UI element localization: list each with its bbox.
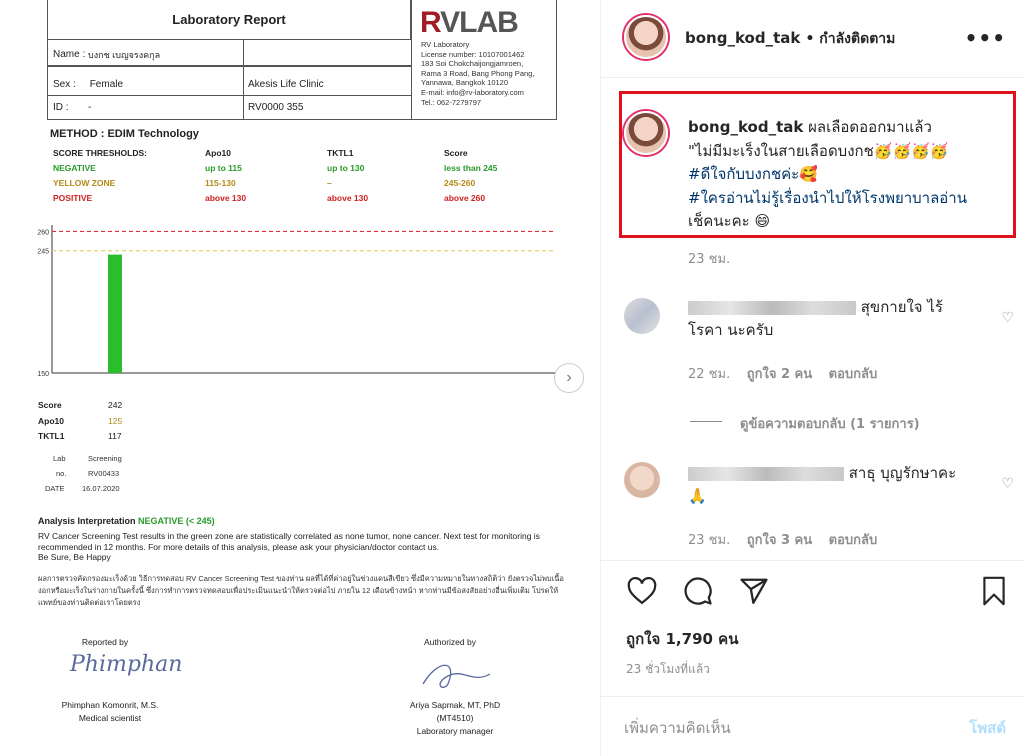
authorizer-role: Laboratory manager xyxy=(416,726,494,736)
name-label: Name : xyxy=(53,49,86,60)
commenter-avatar[interactable] xyxy=(624,298,660,334)
reported-by-label: Reported by xyxy=(81,637,129,647)
caption-avatar[interactable] xyxy=(624,111,668,155)
header-username[interactable]: bong_kod_tak xyxy=(685,29,801,47)
post-actions xyxy=(600,560,1024,670)
thai-interpretation: ผลการตรวจคัดกรองมะเร็งด้วย วิธีการทดสอบ RV Cancer Screening Test ของท่าน ผลที่ได้ที่ค่าอยู่ในช่วงแดนสีเขียว ซึ่งมีความหมายในทางสถิติว่า ยังตรวจไม่พบเนื้องอกหรือมะเร็งในร่างกายในครั้งนี้ ซึ่งการทำการตรวจทดสอบเพื่อประเมินแนะนำให้ตรวจต่อไป ภายใน 12 เดือนข้างหน้า หากท่านมีข้อสงสัยอย่างอื่นเพิ่มเติม โปรดให้แพทย์ของท่านติดต่อเราโดยตรง xyxy=(38,574,564,607)
authorizer-code: (MT4510) xyxy=(436,713,474,723)
sex-value: Female xyxy=(89,79,124,90)
like-heart-icon[interactable] xyxy=(625,574,659,608)
reporter-name: Phimphan Komonrit, M.S. xyxy=(61,700,159,710)
authorizer-signature xyxy=(418,654,498,694)
id-label: ID : xyxy=(53,101,69,113)
blurred-username[interactable] xyxy=(688,467,844,481)
reporter-role: Medical scientist xyxy=(78,713,142,723)
hashtag-2[interactable]: #ใครอ่านไม่รู้เรื่องนำไปให้โรงพยาบาลอ่าน xyxy=(688,188,967,207)
post-comment-button[interactable]: โพสต์ xyxy=(969,719,1006,737)
date-label: DATE xyxy=(45,484,65,493)
hashtag-1[interactable]: #ดีใจกับบงกชค่ะ🥰 xyxy=(688,165,818,183)
lab-no-value: RV00433 xyxy=(88,469,120,478)
sex-label: Sex : xyxy=(53,79,76,90)
y-tick-label: 150 xyxy=(37,371,49,378)
rv-number: RV0000 355 xyxy=(248,101,304,113)
authorizer-name: Ariya Sapmak, MT, PhD xyxy=(409,700,501,710)
caption-username[interactable]: bong_kod_tak xyxy=(688,118,804,136)
lab-no-label: no. xyxy=(56,469,67,478)
caption-text-3: เช็คนะคะ 😄 xyxy=(688,212,771,230)
caption-text-1: ผลเลือดออกมาแล้ว xyxy=(808,118,932,136)
post-caption xyxy=(688,116,1018,234)
apo10-row: Apo10 125 xyxy=(38,416,123,426)
comment-2: สาธุ บุญรักษาคะ 🙏 xyxy=(688,464,957,505)
chevron-right-icon: › xyxy=(566,369,572,386)
view-replies-link[interactable]: ดูข้อความตอบกลับ (1 รายการ) xyxy=(740,417,920,432)
name-value: บงกช เบญจรงคกุล xyxy=(88,49,161,60)
post-time-ago: 23 ชั่วโมงที่แล้ว xyxy=(626,662,710,676)
authorized-by-label: Authorized by xyxy=(424,637,476,647)
comment-like-heart-icon[interactable]: ♡ xyxy=(1001,476,1014,492)
bar-score xyxy=(108,255,122,373)
y-tick-label: 245 xyxy=(37,248,49,256)
comment-1-meta: 22 ชม. ถูกใจ 2 คน ตอบกลับ xyxy=(688,367,878,382)
blurred-username[interactable] xyxy=(688,301,856,315)
share-send-icon[interactable] xyxy=(737,574,771,608)
bookmark-icon[interactable] xyxy=(977,574,1011,608)
comment-like-heart-icon[interactable]: ♡ xyxy=(1001,310,1014,326)
lab-meta-screening: Screening xyxy=(88,454,122,463)
following-status[interactable]: • กำลังติดตาม xyxy=(805,31,896,47)
reporter-signature: Phimphan xyxy=(70,652,183,677)
interpretation-heading: Analysis Interpretation NEGATIVE (< 245) xyxy=(38,516,215,526)
commenter-avatar[interactable] xyxy=(624,462,660,498)
method-heading: METHOD : EDIM Technology xyxy=(50,128,199,140)
rvlab-logo: RVLAB xyxy=(420,6,518,39)
comment-bubble-icon[interactable] xyxy=(681,574,715,608)
caption-text-2: "ไม่มีมะเร็งในสายเลือดบงกช🥳🥳🥳🥳 xyxy=(688,141,949,160)
score-chart xyxy=(30,220,560,380)
comment-1: สุขกายใจ ไร้ โรคา นะครับ xyxy=(688,298,943,339)
next-image-button[interactable] xyxy=(554,363,584,393)
report-title: Laboratory Report xyxy=(48,0,411,40)
comment-input[interactable]: เพิ่มความคิดเห็น xyxy=(624,719,731,737)
tktl1-row: TKTL1 117 xyxy=(38,431,122,441)
date-value: 16.07.2020 xyxy=(82,484,120,493)
more-icon[interactable]: ••• xyxy=(964,26,1006,50)
lab-contact-info: RV Laboratory License number: 10107001462 183 Soi Chokchaijongjamroen, Rama 3 Road, Bang Phong Pang, Yannawa, Bangkok 10120 E-mail: info@rv-laboratory.com Tel.: 062-7279797 xyxy=(421,40,535,107)
header-username-row xyxy=(685,28,895,50)
comment-2-meta: 23 ชม. ถูกใจ 3 คน ตอบกลับ xyxy=(688,533,878,548)
interpretation-text: RV Cancer Screening Test results in the green zone are statistically correlated as none tumor, none cancer. Next test for monitoring is recommended in 12 months. For more details of this analysis, please ask your physician/doctor contact us. Be Sure, Be Happy xyxy=(38,531,540,562)
profile-avatar[interactable] xyxy=(624,15,668,59)
lab-meta-label: Lab xyxy=(53,454,66,463)
id-value: - xyxy=(88,101,92,113)
caption-time: 23 ชม. xyxy=(688,252,731,267)
score-row: Score 242 xyxy=(38,400,123,410)
clinic-name: Akesis Life Clinic xyxy=(248,79,324,90)
y-tick-label: 260 xyxy=(37,229,49,237)
lab-report-image: Laboratory Report Name : บงกช เบญจรงคกุล Sex : Female Akesis Life Clinic ID : - RV0000 355 RVLAB RV Laboratory License number: 10107001462 183 Soi Chokchaijongjamroen, Rama 3 Road, Bang Phong Pang, Yannawa, Bangkok 10120 E-mail: info@rv-laboratory.com Tel.: 062-7279797 METHOD : EDIM Technology SCORE THRESHOLDS: Apo10 TKTL1 Score NEGATIVE up to 115 up to 130 less than 245 YELLOW ZONE 115-130 – 245-260 POSITIVE above 130 above 130 above 260 260 245 150 › Score 242 Apo10 125 TKTL1 117 Lab Screening no. RV00433 DATE 16.07.2020 Analysis Interpretation NEGATIVE (< 245) RV Cancer Screening Test results in the green zone are statistically correlated as none tumor, none cancer. Next test for monitoring is recommended in 12 months. For more details of this analysis, please ask your physician/doctor contact us. Be Sure, Be Happy ผลการตรวจคัดกรองมะเร็งด้วย วิธีการทดสอบ RV Cancer Screening Test ของท่าน ผลที่ได้ที่ค่าอยู่ในช่วงแดนสีเขียว ซึ่งมีความหมายในทางสถิติว่า ยังตรวจไม่พบเนื้องอกหรือมะเร็งในร่างกายในครั้งนี้ ซึ่งการทำการตรวจทดสอบเพื่อประเมินแนะนำให้ตรวจต่อไป ภายใน 12 เดือนข้างหน้า หากท่านมีข้อสงสัยอย่างอื่นเพิ่มเติม โปรดให้แพทย์ของท่านติดต่อเราโดยตรง Reported by Phimphan Phimphan Komonrit, M.S. Medical scientist Authorized by Ariya Sapmak, MT, PhD (MT4510) Laboratory manager xyxy=(0,0,600,756)
likes-count[interactable]: ถูกใจ 1,790 คน xyxy=(626,630,739,648)
